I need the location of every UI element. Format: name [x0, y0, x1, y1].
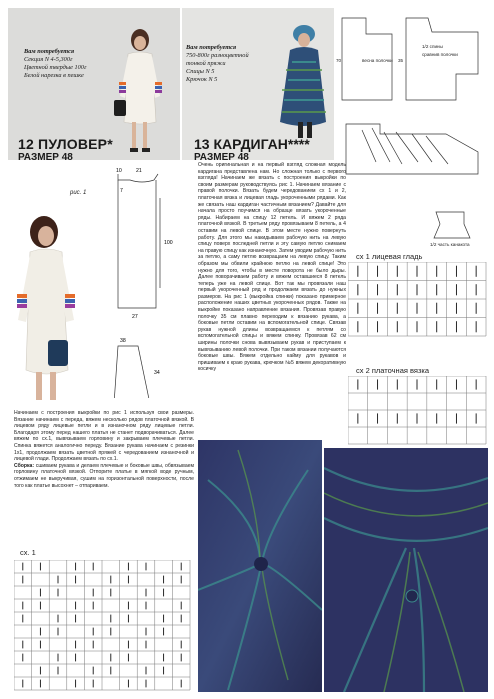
- cardigan-size: РАЗМЕР 48: [194, 152, 249, 160]
- dim-21: 21: [136, 168, 142, 174]
- cardigan-instructions: Очень оригинальная и на первый взгляд сложная модель кардигана представлена нам. Но сложная только с первого взгляда! Начинаем же вязать с построения выкройки по своим размерам руководствуясь рис 1. Начинаем вязание с правой полочки. Вязать будем чередованием сх 1 и 2, платочная вязка и лицевая гладь укороченными рядами. Как же связать наш кардиган частичным вязанием? Давайте для начала просто поучимся на образце вязать укороченные ряды. Набираем на спицу 12 петель. И вяжем 2 ряда платочной вязкой. В третьем ряду провязываем 8 петель, а 4 оставим на левой спице. В этом месте нужно повернуть работу. Для этого мы накидываем рабочую нить на левую спицу поверх последней петли и эту самую петлю снимаем на правую спицу как изнаночную. Затем уводим рабочую нить за петлю, а саму петлю возвращаем на левую спицу. Таким образом мы обвили крайнюю петлю на левой спице! Это нужно для того, чтобы в месте поворота не было дыры. Далее поворачиваем работу и вяжем оставшиеся 8 петель теперь уже на левой спице. Вот так мы провязали наш первый укороченный ряд и продолжаем вязать до нужных размеров. На рис 1 (выкройка спинки) показано примерное расположение наших цветных укороченных рядов. Также на выкройке показано направление вязания. Провязав правую полочку 35 см плавно переходим к вязанию рукава, а боковые петли оставим на вспомогательной спице. Связав рукав нужной длины возвращаемся к петлям со вспомогательной спицы и вяжем спинку. Провязав 62 см ширины полочки снова вывязываем рукав и приступаем к вывязыванию левой полочки. При таком вязании получаются боковые швы. Вяжем отдельно кайму для рукавов и пришиваем к краю рукава, крючком №5 вяжем декоративную косичку: [198, 162, 346, 373]
- cardigan-material-3: Крючок N 5: [186, 76, 218, 83]
- pullover-photo: [14, 210, 84, 406]
- chart-left-title: сх. 1: [20, 548, 36, 557]
- dim-35: 35: [398, 58, 404, 63]
- pullover-schematic: [98, 168, 194, 398]
- chart-c2-title: сх 2 платочная вязка: [356, 366, 430, 375]
- pullover-size: РАЗМЕР 48: [18, 152, 73, 160]
- dim-34: 34: [154, 370, 160, 376]
- assembly-text: сшиваем рукава и делаем плечевые и боковые швы, обвязываем горловину платочной вязкой. Отпорите платье в мягкой воде ручным, отжимаем не выкручивая, сушим на горизонтальной поверхности, после того как платье высохнет – отпариваем.: [14, 462, 194, 489]
- chart-c1-title: сх 1 лицевая гладь: [356, 252, 423, 261]
- cardigan-material-0: 750-800г разноцветной: [186, 52, 249, 59]
- chart-c2-grid: [348, 376, 488, 446]
- fabric-photo-2: [324, 448, 488, 692]
- dim-100: 100: [164, 240, 173, 246]
- fabric-photo-1: [198, 440, 322, 692]
- assembly-title: Сборка:: [14, 462, 35, 469]
- pullover-material-1: Цветной твердые 100г: [24, 64, 87, 71]
- cardigan-pattern-diagram: [336, 12, 488, 248]
- pullover-instructions-text: Начинаем с построения выкройки по рис 1 используя свои размеры. Вязание начинаем с переда, вяжем несколько рядов платочной вязкой. В лицевом ряду лицевые петли и в изнаночном ряду лицевые петли. Благодаря этому перед нашего платья не станет подворачиваться. Далее вяжем по сх.1, вывязываем горловину и закрываем плечевые петли. Спинка вяжется аналогично переду. Вязание рукава начинаем с резинки 1х1, продолжаем вязать цветной пряжей с чередованием изнаночной и лицевой глади. Продолжаем вязать по сх.1.: [14, 410, 194, 463]
- pullover-material-0: Секция N 4-5,300г: [24, 56, 73, 63]
- cardigan-materials-title: Вам потребуется: [186, 44, 237, 51]
- cardigan-materials: [186, 44, 278, 84]
- pattern-label-back-front: весна полочки: [362, 58, 393, 63]
- cardigan-banner: [182, 8, 334, 160]
- cardigan-number-title: 13 КАРДИГАН****: [194, 136, 310, 152]
- chart-left-grid: [14, 560, 194, 694]
- dim-38: 38: [120, 338, 126, 344]
- chart-c1-grid: [348, 262, 488, 338]
- pullover-banner: [8, 8, 180, 160]
- pattern-label-half-back: 1/2 спины: [422, 44, 443, 49]
- pattern-label-half-sleeve: сравнив полочки: [422, 52, 458, 57]
- pullover-model-photo: [112, 26, 176, 160]
- cardigan-material-1: тонкой пряжи: [186, 60, 226, 67]
- dim-27: 27: [132, 314, 138, 320]
- dim-70: 70: [336, 58, 342, 63]
- pullover-material-2: Белой нарезка в пешке: [24, 72, 84, 79]
- dim-10: 10: [116, 168, 122, 174]
- pullover-number-title: 12 ПУЛОВЕР*: [18, 136, 113, 152]
- cardigan-material-2: Спицы N 5: [186, 68, 215, 75]
- pullover-materials-title: Вам потребуется: [24, 48, 75, 55]
- dim-7: 7: [120, 188, 123, 194]
- figure-label-ris1: рис. 1: [70, 190, 87, 196]
- pattern-label-hood: 1/2 часть канакота: [430, 242, 470, 247]
- pullover-materials: [24, 48, 114, 80]
- cardigan-model-photo: [270, 22, 332, 142]
- pullover-instructions: [14, 410, 194, 489]
